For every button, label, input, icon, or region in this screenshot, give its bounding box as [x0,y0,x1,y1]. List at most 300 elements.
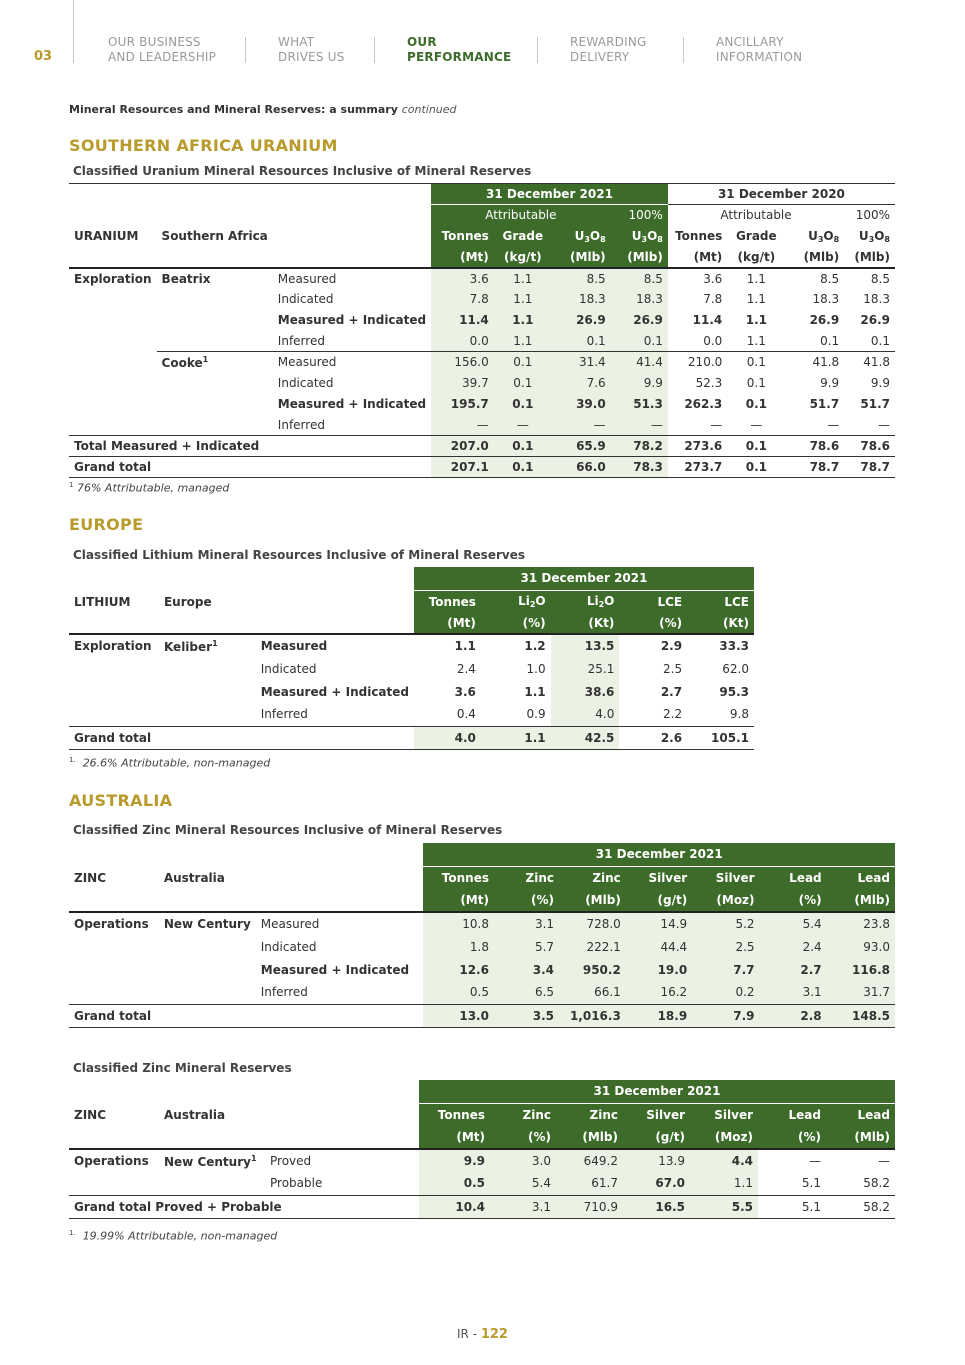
cell: 58.2 [863,1176,890,1191]
cell: — [809,1154,821,1168]
lithium-table-caption: Classified Lithium Mineral Resources Inclusive of Mineral Reserves [73,548,525,562]
cell: 18.3 [552,289,611,310]
table-row [69,331,895,352]
uranium-resources-table [69,183,895,478]
cell: 44.4 [626,935,692,958]
cell: 9.9 [611,373,668,394]
nav-ancillary-information[interactable]: ANCILLARY INFORMATION [716,35,803,64]
col-lead: Lead [826,1103,895,1126]
cell: 3.6 [431,268,494,289]
region-label: Australia [163,870,225,885]
cell: 1,016.3 [559,1004,626,1027]
cell: 78.6 [844,436,895,457]
full-2021: 100% [611,205,668,226]
cell: 51.7 [809,397,840,411]
cell: 0.1 [611,331,668,352]
nav-what-drives-us[interactable]: WHAT DRIVES US [278,35,345,64]
unit: (Moz) [690,1126,758,1149]
category-label: Proved [270,1154,312,1168]
cell: 1.1 [746,292,766,306]
cell: 0.5 [423,981,494,1004]
section-heading-australia: AUSTRALIA [69,791,173,810]
cell: 1.8 [423,935,494,958]
category-label: Inferred [277,333,325,348]
page-subtitle: Mineral Resources and Mineral Reserves: a summary continued [69,103,457,116]
cell: 728.0 [559,912,626,935]
unit: (%) [758,1126,826,1149]
zinc-resources-caption: Classified Zinc Mineral Resources Inclusive of Mineral Reserves [73,823,503,837]
table-row [69,657,754,680]
cell: 19.0 [626,958,692,981]
cell: 710.9 [556,1195,623,1218]
col-zinc: Zinc [494,866,559,889]
uranium-footnote: $^1$ 76% Attributable, managed [69,481,230,495]
category-label: Inferred [260,707,308,722]
stage-label: Exploration [74,639,152,653]
cell: 18.9 [626,1004,692,1027]
cell: 5.4 [760,912,827,935]
cell: 262.3 [684,397,723,411]
table-header-row [69,205,895,226]
unit-kgt: (kg/t) [494,247,552,268]
cell: 5.1 [801,1176,821,1191]
table-header-row [69,866,895,889]
cell: 10.8 [423,912,494,935]
cell: 0.9 [526,707,546,722]
grand-total-row [69,1004,895,1027]
unit-kgt: (kg/t) [727,247,785,268]
unit-mt: (Mt) [414,613,481,634]
commodity-label: LITHIUM [74,594,131,609]
table-row [69,352,895,373]
col-u3o8: $U_3O_8$ [552,226,611,247]
category-label: Measured + Indicated [260,962,410,977]
table-row [69,634,754,657]
nav-separator [245,37,246,63]
attributable-2020: Attributable [668,205,844,226]
cell: 1.1 [481,726,551,749]
unit: (g/t) [626,889,692,912]
cell: — [494,415,552,436]
cell: 7.8 [431,289,494,310]
section-number: 03 [34,49,53,64]
cell: 0.4 [456,707,476,722]
cell: 0.1 [727,352,785,373]
cell: 3.4 [494,958,559,981]
cell: 67.0 [623,1172,690,1195]
col-grade: Grade [736,229,777,243]
cell: 0.1 [494,373,552,394]
cell: 3.1 [490,1195,556,1218]
lithium-footnote: $^{1.}$ 26.6% Attributable, non-managed [69,756,271,770]
category-label: Measured [260,639,328,653]
lithium-resources-table [69,567,754,750]
col-u3o8: $U_3O_8$ [808,228,840,244]
cell: 1.2 [524,639,546,653]
cell: 52.3 [695,376,723,390]
nav-separator [537,37,538,63]
category-label: Measured + Indicated [277,397,427,411]
nav-rewarding-delivery[interactable]: REWARDING DELIVERY [570,35,647,64]
category-label: Measured [273,352,431,373]
cell: 26.9 [809,313,840,327]
cell: 0.0 [703,333,723,348]
cell: 26.9 [611,310,668,331]
cell: 2.8 [760,1004,827,1027]
grand-total-row [69,1195,895,1218]
cell: 950.2 [559,958,626,981]
cell: 0.1 [494,457,552,478]
cell: 0.2 [692,981,759,1004]
cell: 58.2 [826,1195,895,1218]
col-lce: LCE [687,590,754,613]
total-label: Grand total [69,457,431,478]
unit-mt: (Mt) [668,247,727,268]
cell: — [750,417,763,432]
cell: 51.3 [611,394,668,415]
cell: 0.1 [745,397,767,411]
cell: 207.1 [431,457,494,478]
cell: 3.6 [454,684,476,699]
table-row [69,289,895,310]
uranium-table-caption: Classified Uranium Mineral Resources Inclusive of Mineral Reserves [73,164,532,178]
cell: 9.9 [820,376,840,390]
cell: 12.6 [423,958,494,981]
category-label: Measured + Indicated [260,684,409,699]
cell: 1.1 [690,1172,758,1195]
cell: 1.1 [454,639,476,653]
cell: 5.2 [692,912,759,935]
table-date-row [69,567,754,590]
col-zinc: Zinc [556,1103,623,1126]
cell: 39.0 [552,394,611,415]
cell: 66.0 [552,457,611,478]
cell: 0.1 [494,352,552,373]
cell: 66.1 [559,981,626,1004]
col-lead: Lead [760,866,827,889]
table-header-row [69,1126,895,1149]
total-row [69,436,895,457]
cell: 42.5 [551,726,620,749]
cell: 0.1 [494,436,552,457]
col-lead: Lead [758,1103,826,1126]
cell: 649.2 [556,1149,623,1172]
category-label: Indicated [260,939,317,954]
cell: 1.1 [494,289,552,310]
cell: 210.0 [668,352,727,373]
table-date-row [69,1080,895,1103]
cell: 23.8 [827,912,895,935]
header-divider [73,0,74,63]
col-silver: Silver [623,1103,690,1126]
cell: 95.3 [719,684,749,699]
nav-separator [374,37,375,63]
cell: 78.3 [611,457,668,478]
cell: 0.1 [820,333,840,348]
commodity-label: ZINC [74,870,107,885]
unit-mlb: (Mlb) [611,247,668,268]
cell: 78.2 [611,436,668,457]
category-label: Measured [260,917,320,931]
cell: 3.0 [490,1149,556,1172]
mine-label: Cooke$^1$ [157,352,273,373]
grand-total-row [69,457,895,478]
cell: 41.4 [611,352,668,373]
col-silver: Silver [626,866,692,889]
attributable-2021: Attributable [431,205,611,226]
cell: 5.4 [490,1172,556,1195]
table-date-row [69,184,895,205]
total-label: Grand total [69,1004,423,1027]
cell: 1.0 [526,661,546,676]
cell: 65.9 [552,436,611,457]
cell: 14.9 [626,912,692,935]
date-2021: 31 December 2021 [414,567,754,590]
cell: 8.5 [870,271,890,286]
category-label: Probable [270,1176,323,1191]
cell: 1.1 [745,313,767,327]
cell: 11.4 [692,313,723,327]
unit: (%) [494,889,559,912]
cell: — [878,417,890,432]
col-lce: LCE [619,590,687,613]
cell: 25.1 [551,657,620,680]
table-row [69,703,754,726]
cell: 1.1 [746,271,766,286]
col-lead: Lead [827,866,895,889]
mine-label: Beatrix [161,271,211,286]
cell: 2.5 [663,661,683,676]
zinc-reserves-caption: Classified Zinc Mineral Reserves [73,1061,292,1075]
cell: 1.1 [494,331,552,352]
cell: 2.4 [456,661,476,676]
cell: 16.5 [623,1195,690,1218]
cell: 4.4 [690,1149,758,1172]
cell: 78.7 [844,457,895,478]
category-label: Indicated [260,661,317,676]
commodity-label: URANIUM [74,229,139,243]
region-label: Europe [163,594,212,609]
table-row [69,310,895,331]
cell: 2.6 [619,726,687,749]
cell: 16.2 [626,981,692,1004]
zinc-reserves-footnote: $^{1.}$ 19.99% Attributable, non-managed [69,1229,278,1243]
cell: 207.0 [431,436,494,457]
cell: 39.7 [431,373,494,394]
cell: 3.1 [494,912,559,935]
unit-pct: (%) [481,613,551,634]
unit-kt: (Kt) [687,613,754,634]
unit: (Moz) [692,889,759,912]
stage-label: Exploration [74,271,152,286]
unit: (%) [760,889,827,912]
cell: — [710,417,723,432]
cell: — [552,415,611,436]
cell: 61.7 [556,1172,623,1195]
section-heading-southern-africa: SOUTHERN AFRICA URANIUM [69,136,338,155]
cell: 4.0 [551,703,620,726]
zinc-resources-table [69,843,895,1028]
cell: 26.9 [552,310,611,331]
col-u3o8: $U_3O_8$ [611,226,668,247]
cell: 2.4 [760,935,827,958]
cell: 8.5 [820,271,840,286]
col-tonnes: Tonnes [414,590,481,613]
category-label: Indicated [277,376,334,390]
cell: 0.1 [727,436,785,457]
cell: 78.6 [785,436,844,457]
table-header-row [69,247,895,268]
cell: 38.6 [551,680,620,703]
cell: 156.0 [431,352,494,373]
cell: 51.7 [860,397,890,411]
stage-label: Operations [74,1154,149,1168]
date-2021: 31 December 2021 [419,1080,895,1103]
cell: 116.8 [827,958,895,981]
cell: 1.1 [494,310,552,331]
cell: 26.9 [860,313,890,327]
cell: 11.4 [431,310,494,331]
table-header-row [69,590,754,613]
col-li2o: $Li_2O$ [481,590,551,613]
cell: 3.6 [703,271,723,286]
cell: 18.3 [863,292,890,306]
cell: 0.0 [431,331,494,352]
col-tonnes: Tonnes [419,1103,490,1126]
nav-our-performance[interactable]: OUR PERFORMANCE [407,35,512,64]
table-row [69,415,895,436]
table-row [69,935,895,958]
table-row [69,981,895,1004]
cell: 9.9 [870,376,890,390]
cell: 0.1 [870,333,890,348]
table-row [69,394,895,415]
commodity-label: ZINC [74,1107,107,1122]
zinc-reserves-table [69,1080,895,1219]
cell: 273.6 [668,436,727,457]
unit: (Mlb) [827,889,895,912]
cell: 33.3 [719,639,749,653]
category-label: Inferred [260,985,308,1000]
unit: (g/t) [623,1126,690,1149]
unit: (Mt) [423,889,494,912]
unit: (%) [490,1126,556,1149]
region-label: Southern Africa [161,229,268,243]
cell: 5.1 [758,1195,826,1218]
mine-label: Keliber$^1$ [163,638,218,654]
cell: 41.8 [844,352,895,373]
mine-label: New Century [163,917,251,931]
cell: 7.6 [552,373,611,394]
cell: 41.8 [785,352,844,373]
unit-mt: (Mt) [431,247,494,268]
cell: 31.4 [552,352,611,373]
section-heading-europe: EUROPE [69,515,144,534]
col-silver: Silver [690,1103,758,1126]
table-row [69,912,895,935]
col-grade: Grade [494,226,552,247]
nav-separator [683,37,684,63]
grand-total-row [69,726,754,749]
cell: — [611,415,668,436]
cell: 222.1 [559,935,626,958]
cell: 0.1 [494,394,552,415]
cell: 1.1 [746,333,766,348]
unit-pct: (%) [619,613,687,634]
category-label: Measured [277,271,337,286]
region-label: Australia [164,1107,226,1122]
cell: 2.7 [760,958,827,981]
cell: 148.5 [827,1004,895,1027]
cell: 7.9 [692,1004,759,1027]
table-header-row [69,613,754,634]
table-row [69,1149,895,1172]
unit-mlb: (Mlb) [552,247,611,268]
cell: 3.5 [494,1004,559,1027]
col-tonnes: Tonnes [431,226,494,247]
cell: 3.1 [760,981,827,1004]
cell: 2.5 [692,935,759,958]
unit: (Mlb) [556,1126,623,1149]
cell: 5.7 [494,935,559,958]
date-2021: 31 December 2021 [431,184,668,205]
col-silver: Silver [692,866,759,889]
cell: 5.5 [690,1195,758,1218]
cell: 13.9 [623,1149,690,1172]
cell: 10.4 [419,1195,490,1218]
table-header-row [69,1103,895,1126]
unit: (Mlb) [826,1126,895,1149]
cell: 2.2 [663,707,683,722]
table-row [69,958,895,981]
cell: 2.7 [660,684,683,699]
cell: 0.5 [419,1172,490,1195]
cell: — [431,415,494,436]
unit-mlb: (Mlb) [844,247,895,268]
category-label: Measured + Indicated [277,313,427,327]
unit-kt: (Kt) [551,613,620,634]
table-row [69,373,895,394]
nav-our-business[interactable]: OUR BUSINESS AND LEADERSHIP [108,35,217,64]
col-tonnes: Tonnes [423,866,494,889]
cell: 0.1 [552,331,611,352]
cell: 8.5 [552,268,611,289]
col-u3o8: $U_3O_8$ [858,228,890,244]
col-li2o: $Li_2O$ [551,590,620,613]
total-label: Grand total Proved + Probable [69,1195,419,1218]
cell: 1.1 [494,268,552,289]
col-zinc: Zinc [559,866,626,889]
cell: 273.7 [668,457,727,478]
cell: 1.1 [524,684,546,699]
total-label: Total Measured + Indicated [69,436,431,457]
cell: 93.0 [827,935,895,958]
cell: 7.7 [692,958,759,981]
page-header [0,0,965,75]
date-2021: 31 December 2021 [423,843,895,866]
table-header-row [69,889,895,912]
category-label: Inferred [277,417,325,432]
cell: — [827,417,840,432]
stage-label: Operations [74,917,149,931]
full-2020: 100% [844,205,895,226]
table-row [69,268,895,289]
cell: 4.0 [414,726,481,749]
cell: 7.8 [703,292,723,306]
cell: 0.1 [746,376,766,390]
page-number: 122 [480,1327,508,1342]
total-label: Grand total [69,726,414,749]
